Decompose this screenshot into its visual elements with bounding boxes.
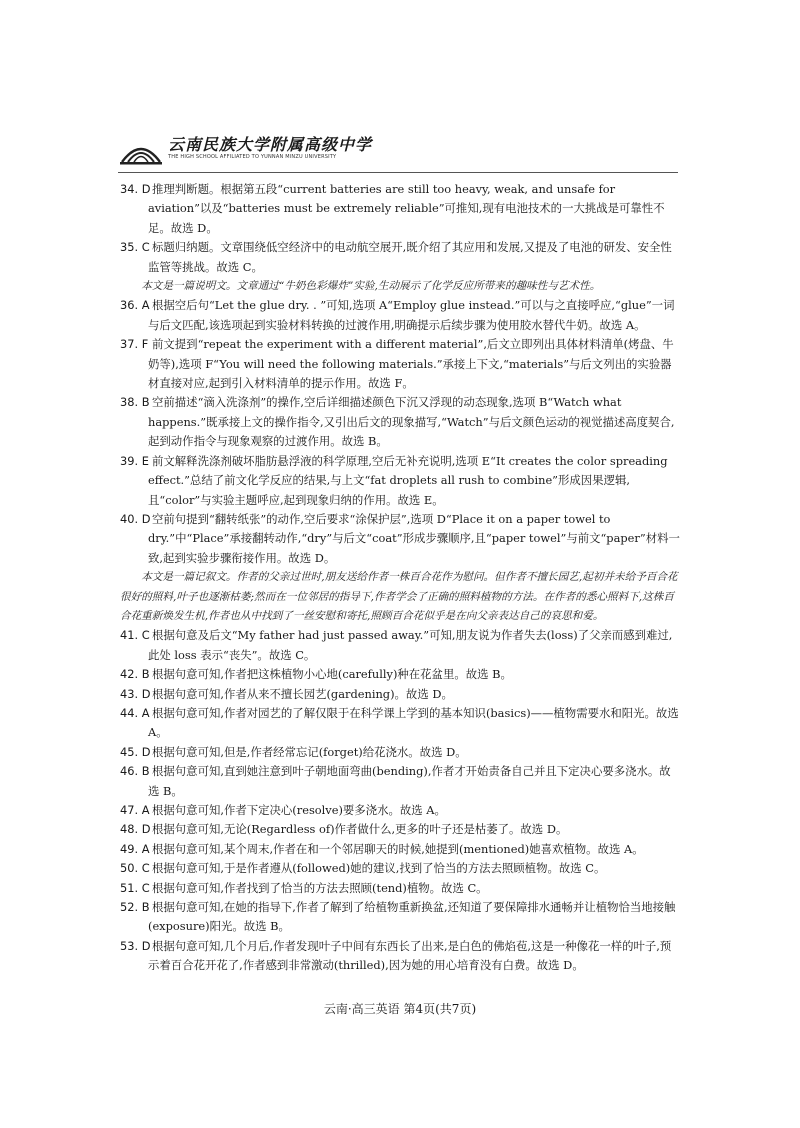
answer-item xyxy=(120,840,680,859)
answer-number: 43. D xyxy=(120,686,151,701)
answer-explanation: 推理判断题。根据第五段“current batteries are still too heavy, weak, and unsafe for aviation”以及“batteries must be extremely reliable”可推知,现有电池技术的一大挑战是可靠性不足。故选 D。 xyxy=(148,182,665,235)
school-name-en: THE HIGH SCHOOL AFFILIATED TO YUNNAN MINZU UNIVERSITY xyxy=(168,154,337,160)
page-footer: 云南·高三英语 第4页(共7页) xyxy=(323,1002,477,1016)
answer-number: 50. C xyxy=(120,861,150,876)
answer-explanation: 根据句意可知,几个月后,作者发现叶子中间有东西长了出来,是白色的佛焰苞,这是一种像花一样的叶子,预示着百合花开花了,作者感到非常激动(thrilled),因为她的用心培育没有白费。故选 D。 xyxy=(148,938,672,973)
answer-item xyxy=(120,937,680,976)
answer-explanation: 前文解释洗涤剂破坏脂肪悬浮液的科学原理,空后无补充说明,选项 E“It creates the color spreading effect.”总结了前文化学反应的结果,与上文“fat droplets all rush to combine”形成因果逻辑,且“color”与实验主题呼应,起到现象归纳的作用。故选 E。 xyxy=(148,453,668,507)
answer-number: 41. C xyxy=(120,628,150,643)
answer-item xyxy=(120,180,680,238)
answer-number: 35. C xyxy=(120,240,150,255)
answer-item xyxy=(120,335,680,393)
answer-explanation: 根据句意可知,作者对园艺的了解仅限于在科学课上学到的基本知识(basics)——植物需要水和阳光。故选 A。 xyxy=(148,705,679,740)
answer-explanation: 根据句意可知,某个周末,作者在和一个邻居聊天的时候,她提到(mentioned)她喜欢植物。故选 A。 xyxy=(152,841,644,856)
answer-item xyxy=(120,743,680,762)
answer-number: 46. B xyxy=(120,764,150,779)
answer-number: 44. A xyxy=(120,705,150,720)
answer-number: 38. B xyxy=(120,395,150,410)
answer-explanations xyxy=(120,180,680,976)
answer-explanation: 根据句意可知,作者找到了恰当的方法去照顾(tend)植物。故选 C。 xyxy=(152,880,488,895)
answer-number: 37. F xyxy=(120,337,149,352)
answer-item xyxy=(120,820,680,839)
answer-item xyxy=(120,238,680,277)
answer-item xyxy=(120,393,680,451)
answer-number: 42. B xyxy=(120,667,150,682)
answer-explanation: 根据句意可知,直到她注意到叶子朝地面弯曲(bending),作者才开始责备自己并且下定决心要多浇水。故选 B。 xyxy=(148,764,671,798)
answer-explanation: 空前描述“滴入洗涤剂”的操作,空后详细描述颜色下沉又浮现的动态现象,选项 B“Watch what happens.”既承接上文的操作指令,又引出后文的现象描写,“Watch”与后文颜色运动的视觉描述高度契合,起到动作指令与现象观察的过渡作用。故选 B。 xyxy=(148,395,675,449)
answer-explanation: 根据句意可知,于是作者遵从(followed)她的建议,找到了恰当的方法去照顾植物。故选 C。 xyxy=(152,861,606,876)
answer-explanation: 根据句意可知,作者从来不擅长园艺(gardening)。故选 D。 xyxy=(152,686,453,701)
answer-item xyxy=(120,665,680,684)
answer-explanation: 标题归纳题。文章围绕低空经济中的电动航空展开,既介绍了其应用和发展,又提及了电池的研发、安全性监管等挑战。故选 C。 xyxy=(148,240,672,274)
answer-number: 39. E xyxy=(120,453,149,468)
answer-item xyxy=(120,510,680,568)
answer-number: 34. D xyxy=(120,182,151,196)
school-logo-icon xyxy=(118,132,164,166)
answer-explanation: 根据句意可知,但是,作者经常忘记(forget)给花浇水。故选 D。 xyxy=(152,744,467,759)
answer-explanation: 根据空后句“Let the glue dry. . ”可知,选项 A“Employ glue instead.”可以与之直接呼应,“glue”一词与后文匹配,该选项起到实验材料转换的过渡作用,明确提示后续步骤为使用胶水替代牛奶。故选 A。 xyxy=(148,298,675,332)
answer-item xyxy=(120,452,680,510)
answer-explanation: 前文提到“repeat the experiment with a different material”,后文立即列出具体材料清单(烤盘、牛奶等),选项 F“You will need the following materials.”承接上下文,“materials”与后文列出的实验器材直接对应,起到引入材料清单的提示作用。故选 F。 xyxy=(148,337,674,391)
answer-explanation: 根据句意可知,作者下定决心(resolve)要多浇水。故选 A。 xyxy=(152,803,446,817)
answer-explanation: 根据句意可知,无论(Regardless of)作者做什么,更多的叶子还是枯萎了。故选 D。 xyxy=(152,822,568,837)
school-name: 云南民族大学附属高级中学 xyxy=(168,135,373,154)
answer-number: 52. B xyxy=(120,900,150,915)
answer-number: 36. A xyxy=(120,298,150,313)
answer-item xyxy=(120,898,680,937)
answer-item xyxy=(120,762,680,801)
answer-number: 51. C xyxy=(120,880,150,895)
answer-explanation: 根据句意及后文“My father had just passed away.”可知,朋友说为作者失去(loss)了父亲而感到难过,此处 loss 表示“丧失”。故选 C。 xyxy=(148,628,673,662)
answer-item xyxy=(120,879,680,898)
passage-summary: 本文是一篇记叙文。作者的父亲过世时,朋友送给作者一株百合花作为慰问。但作者不擅长园艺,起初并未给予百合花很好的照料,叶子也逐渐枯萎;然而在一位邻居的指导下,作者学会了正确的照料植物的方法。在作者的悉心照料下,这株百合花重新焕发生机,作者也从中找到了一丝安慰和寄托,照顾百合花似乎是在向父亲表达自己的哀思和爱。 xyxy=(120,571,678,622)
answer-item xyxy=(120,296,680,335)
answer-item xyxy=(120,704,680,743)
passage-summary: 本文是一篇说明文。文章通过“牛奶色彩爆炸”实验,生动展示了化学反应所带来的趣味性与艺术性。 xyxy=(141,280,601,293)
answer-number: 53. D xyxy=(120,938,151,953)
answer-explanation: 根据句意可知,作者把这株植物小心地(carefully)种在花盆里。故选 B。 xyxy=(152,667,512,682)
answer-item xyxy=(120,685,680,704)
answer-number: 48. D xyxy=(120,822,151,837)
answer-number: 40. D xyxy=(120,511,151,526)
answer-explanation: 空前句提到“翻转纸张”的动作,空后要求“涂保护层”,选项 D“Place it on a paper towel to dry.”中“Place”承接翻转动作,“dry”与后文“coat”形成步骤顺序,且“paper towel”与前文“paper”材料一致,起到实验步骤衔接作用。故选 D。 xyxy=(148,511,680,565)
answer-number: 49. A xyxy=(120,841,150,856)
answer-explanation: 根据句意可知,在她的指导下,作者了解到了给植物重新换盆,还知道了要保障排水通畅并让植物恰当地接触(exposure)阳光。故选 B。 xyxy=(148,900,676,934)
answer-number: 47. A xyxy=(120,803,150,817)
answer-item xyxy=(120,801,680,820)
answer-item xyxy=(120,859,680,878)
answer-number: 45. D xyxy=(120,744,151,759)
answer-item xyxy=(120,626,680,665)
page-header xyxy=(118,128,678,173)
